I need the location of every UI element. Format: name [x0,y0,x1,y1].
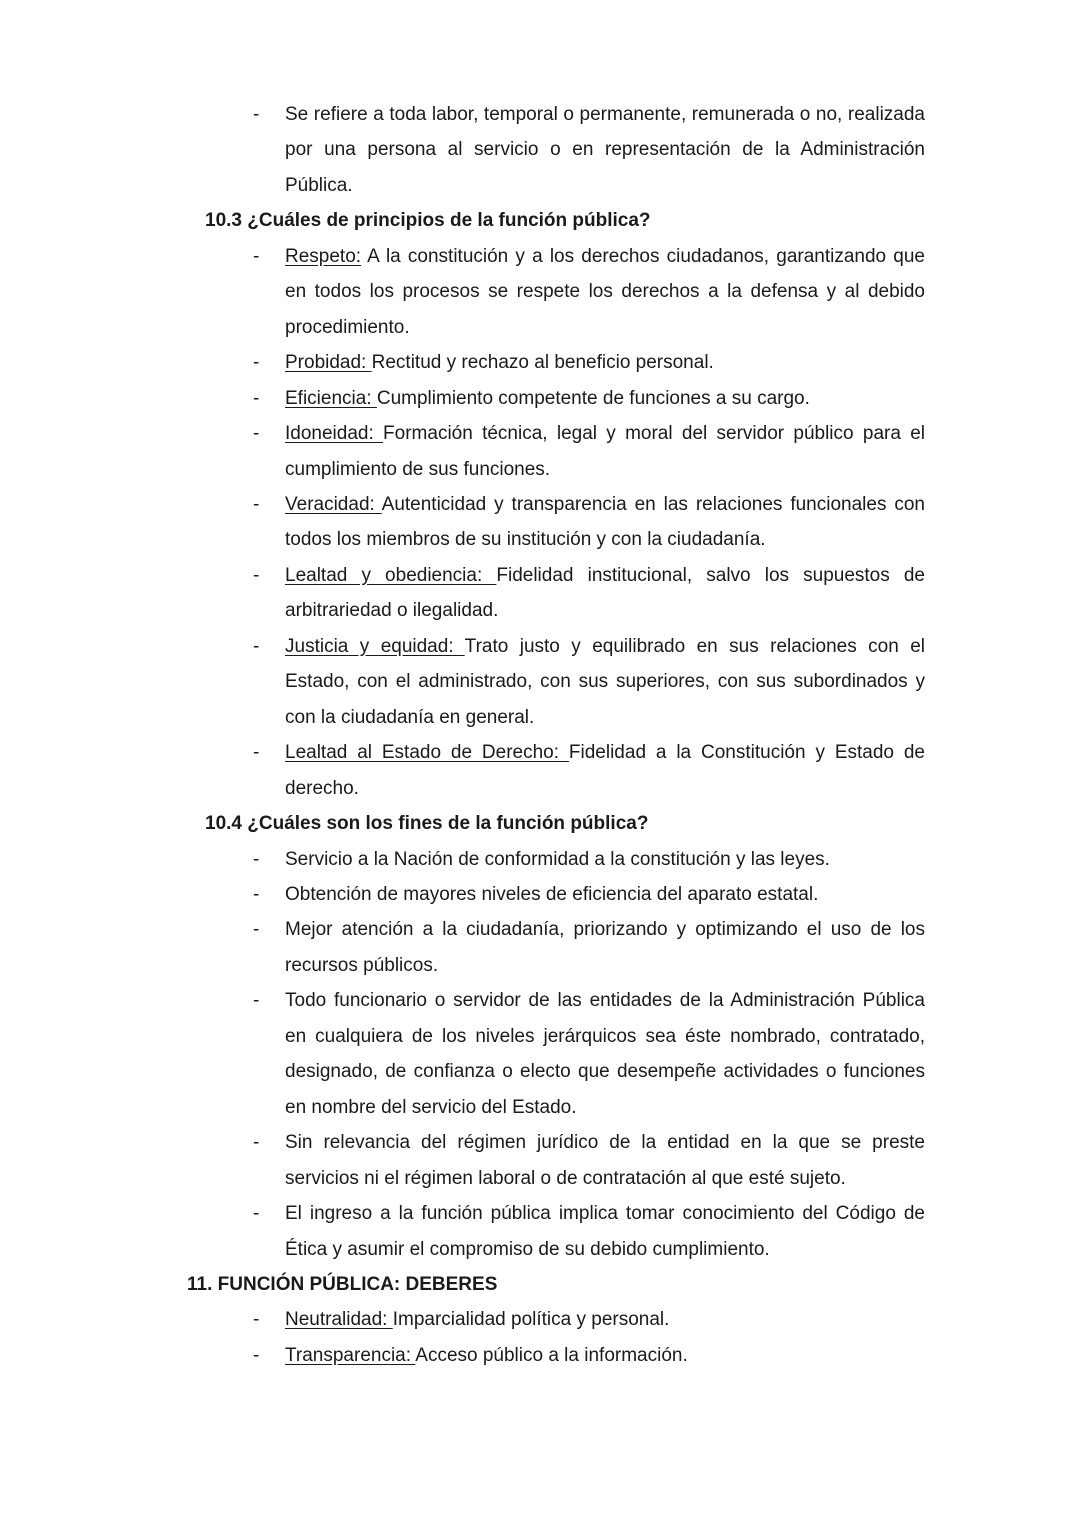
item-text: Todo funcionario o servidor de las entidades de la Administración Pública en cualquiera de los niveles jerárquicos sea éste nombrado, contratado, designado, de confianza o electo que desempeñe actividades o funciones en nombre del servicio del Estado. [285,990,925,1118]
item-term: Probidad: [285,352,372,374]
list-item [253,877,925,912]
bullet-dash: - [253,742,260,764]
section-heading-10-3: 10.3 ¿Cuáles de principios de la función pública? [205,210,651,232]
item-term: Veracidad: [285,493,382,515]
bullet-dash: - [253,1203,260,1225]
intro-list [0,97,1080,203]
list-item [253,487,925,558]
item-text: Trato justo y equilibrado en sus relaciones con el Estado, con el administrado, con sus superiores, con sus subordinados y con la ciudadanía en general. [285,635,925,728]
bullet-dash: - [253,564,260,586]
item-term: Neutralidad: [285,1309,393,1331]
item-term: Justicia y equidad: [285,635,465,657]
item-term: Eficiencia: [285,387,377,409]
bullet-dash: - [253,848,260,870]
list-item [253,735,925,806]
item-text: Cumplimiento competente de funciones a su cargo. [376,387,810,409]
list-item [253,629,925,735]
item-text: Se refiere a toda labor, temporal o permanente, remunerada o no, realizada por una persona al servicio o en representación de la Administración Pública. [285,104,925,196]
bullet-dash: - [253,883,260,905]
item-text: A la constitución y a los derechos ciudadanos, garantizando que en todos los procesos se respete los derechos a la defensa y al debido procedimiento. [285,245,925,338]
item-text: El ingreso a la función pública implica tomar conocimiento del Código de Ética y asumir el compromiso de su debido cumplimiento. [285,1203,925,1260]
document-page [0,97,1080,1373]
list-item [253,983,925,1125]
section-heading-11: 11. FUNCIÓN PÚBLICA: DEBERES [187,1273,498,1295]
section-heading-10-4: 10.4 ¿Cuáles son los fines de la función pública? [205,813,649,835]
bullet-dash: - [253,352,260,374]
list-item [253,1125,925,1196]
bullet-dash: - [253,104,260,125]
bullet-dash: - [253,635,260,657]
list-item [253,842,925,877]
bullet-dash: - [253,387,260,409]
item-text: Imparcialidad política y personal. [392,1309,670,1331]
item-text: Acceso público a la información. [415,1344,688,1366]
list-item [253,97,925,203]
bullet-dash: - [253,245,260,267]
item-text: Rectitud y rechazo al beneficio personal. [371,352,714,374]
item-term: Lealtad al Estado de Derecho: [285,742,569,764]
bullet-dash: - [253,423,260,445]
item-text: Obtención de mayores niveles de eficiencia del aparato estatal. [285,883,819,905]
list-item [253,1196,925,1267]
item-term: Respeto: [285,245,362,267]
item-term: Idoneidad: [285,423,384,445]
bullet-dash: - [253,1344,260,1366]
list-item [253,1302,925,1337]
item-text: Autenticidad y transparencia en las relaciones funcionales con todos los miembros de su institución y con la ciudadanía. [285,493,925,551]
list-item [253,558,925,629]
bullet-dash: - [253,493,260,515]
list-item [253,239,925,345]
list-item [253,345,925,380]
item-term: Lealtad y obediencia: [285,564,497,586]
aims-list [0,842,1080,1267]
bullet-dash: - [253,1309,260,1331]
item-text: Fidelidad institucional, salvo los supuestos de arbitrariedad o ilegalidad. [285,564,925,622]
list-item [253,416,925,487]
item-text: Servicio a la Nación de conformidad a la constitución y las leyes. [285,848,830,870]
item-text: Mejor atención a la ciudadanía, priorizando y optimizando el uso de los recursos públicos. [285,919,925,976]
bullet-dash: - [253,1132,260,1154]
duties-list [0,1302,1080,1373]
item-text: Fidelidad a la Constitución y Estado de derecho. [285,742,925,799]
item-text: Formación técnica, legal y moral del servidor público para el cumplimiento de sus funciones. [285,423,925,480]
item-term: Transparencia: [285,1344,416,1366]
principles-list [0,239,1080,806]
list-item [253,1338,925,1373]
item-text: Sin relevancia del régimen jurídico de la entidad en la que se preste servicios ni el régimen laboral o de contratación al que esté sujeto. [285,1132,925,1189]
list-item [253,381,925,416]
bullet-dash: - [253,990,260,1012]
list-item [253,912,925,983]
bullet-dash: - [253,919,260,941]
